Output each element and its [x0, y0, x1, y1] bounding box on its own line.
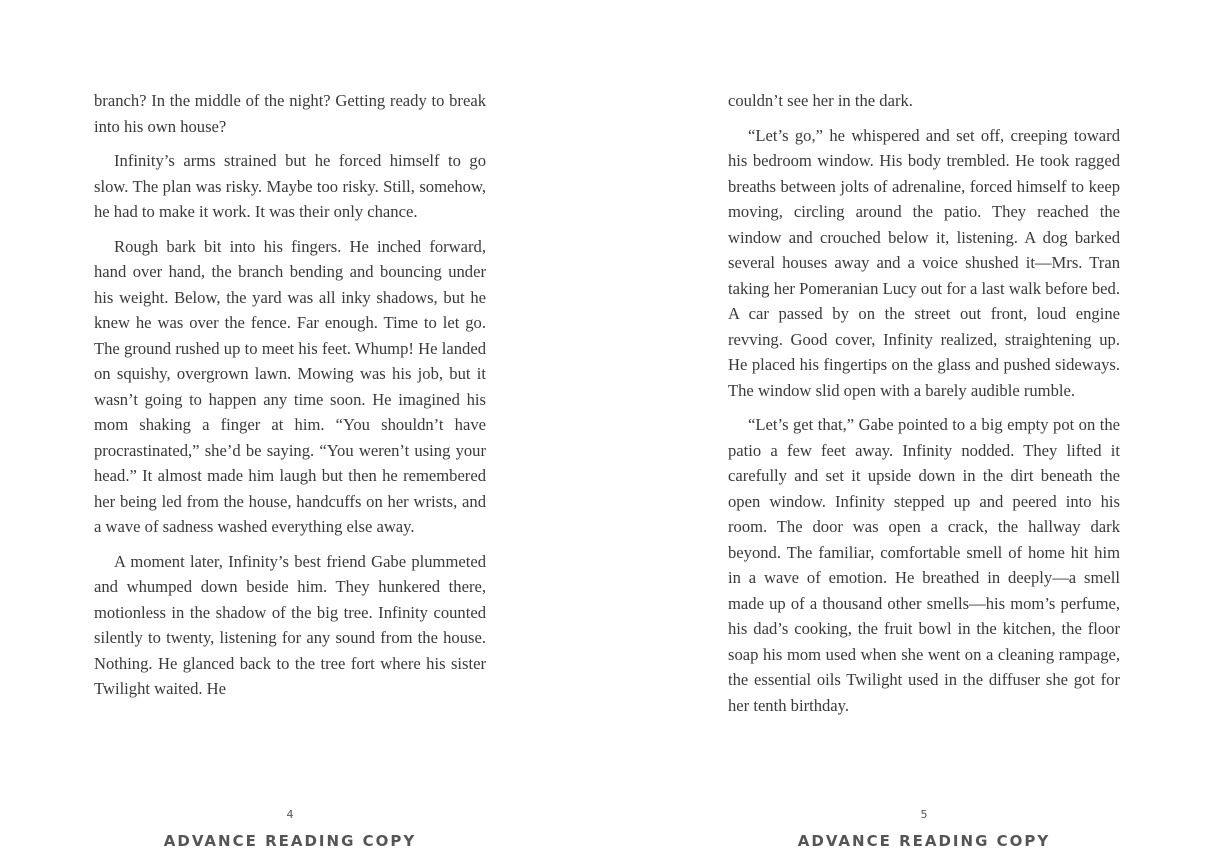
paragraph: branch? In the middle of the night? Getting ready to break into his own house?	[94, 91, 486, 136]
page-number: 5	[920, 808, 928, 821]
paragraph: Infinity’s arms strained but he forced himself to go slow. The plan was risky. Maybe too risky. Still, somehow, he had to make it work. It was their only chance.	[94, 151, 486, 221]
right-page-text	[728, 88, 1120, 727]
paragraph: “Let’s get that,” Gabe pointed to a big empty pot on the patio a few feet away. Infinity nodded. They lifted it carefully and set it upside down in the dirt beneath the open window. Infinity stepped up and peered into his room. The door was open a crack, the hallway dark beyond. The familiar, comfortable smell of home hit him in a wave of emotion. He breathed in deeply—a smell made up of a thousand other smells—his mom’s perfume, his dad’s cooking, the fruit bowl in the kitchen, the floor soap his mom used when she went on a cleaning rampage, the essential oils Twilight used in the diffuser she got for her tenth birthday.	[728, 415, 1120, 715]
paragraph: Rough bark bit into his fingers. He inched forward, hand over hand, the branch bending and bouncing under his weight. Below, the yard was all inky shadows, but he knew he was over the fence. Far enough. Time to let go. The ground rushed up to meet his feet. Whump! He landed on squishy, overgrown lawn. Mowing was his job, but it wasn’t going to happen any time soon. He imagined his mom shaking a finger at him. “You shouldn’t have procrastinated,” she’d be saying. “You weren’t using your head.” It almost made him laugh but then he remembered her being led from the house, handcuffs on her wrists, and a wave of sadness washed everything else away.	[94, 236, 486, 536]
right-page	[607, 0, 1214, 864]
paragraph: “Let’s go,” he whispered and set off, creeping toward his bedroom window. His body trembled. He took ragged breaths between jolts of adrenaline, forced himself to keep moving, circling around the patio. They reached the window and crouched below it, listening. A dog barked several houses away and a voice shushed it—Mrs. Tran taking her Pomeranian Lucy out for a last walk before bed. A car passed by on the street out front, loud engine revving. Good cover, Infinity realized, straightening up. He placed his fingertips on the glass and pushed sideways. The window slid open with a barely audible rumble.	[728, 125, 1120, 400]
advance-reading-copy-label: ADVANCE READING COPY	[797, 832, 1051, 850]
left-page-text	[94, 88, 486, 711]
advance-reading-copy-label: ADVANCE READING COPY	[163, 832, 417, 850]
page-number: 4	[286, 808, 294, 821]
paragraph: A moment later, Infinity’s best friend Gabe plummeted and whumped down beside him. They hunkered there, motionless in the shadow of the big tree. Infinity counted silently to twenty, listening for any sound from the house. Nothing. He glanced back to the tree fort where his sister Twilight waited. He	[94, 551, 486, 698]
paragraph: couldn’t see her in the dark.	[728, 91, 913, 110]
